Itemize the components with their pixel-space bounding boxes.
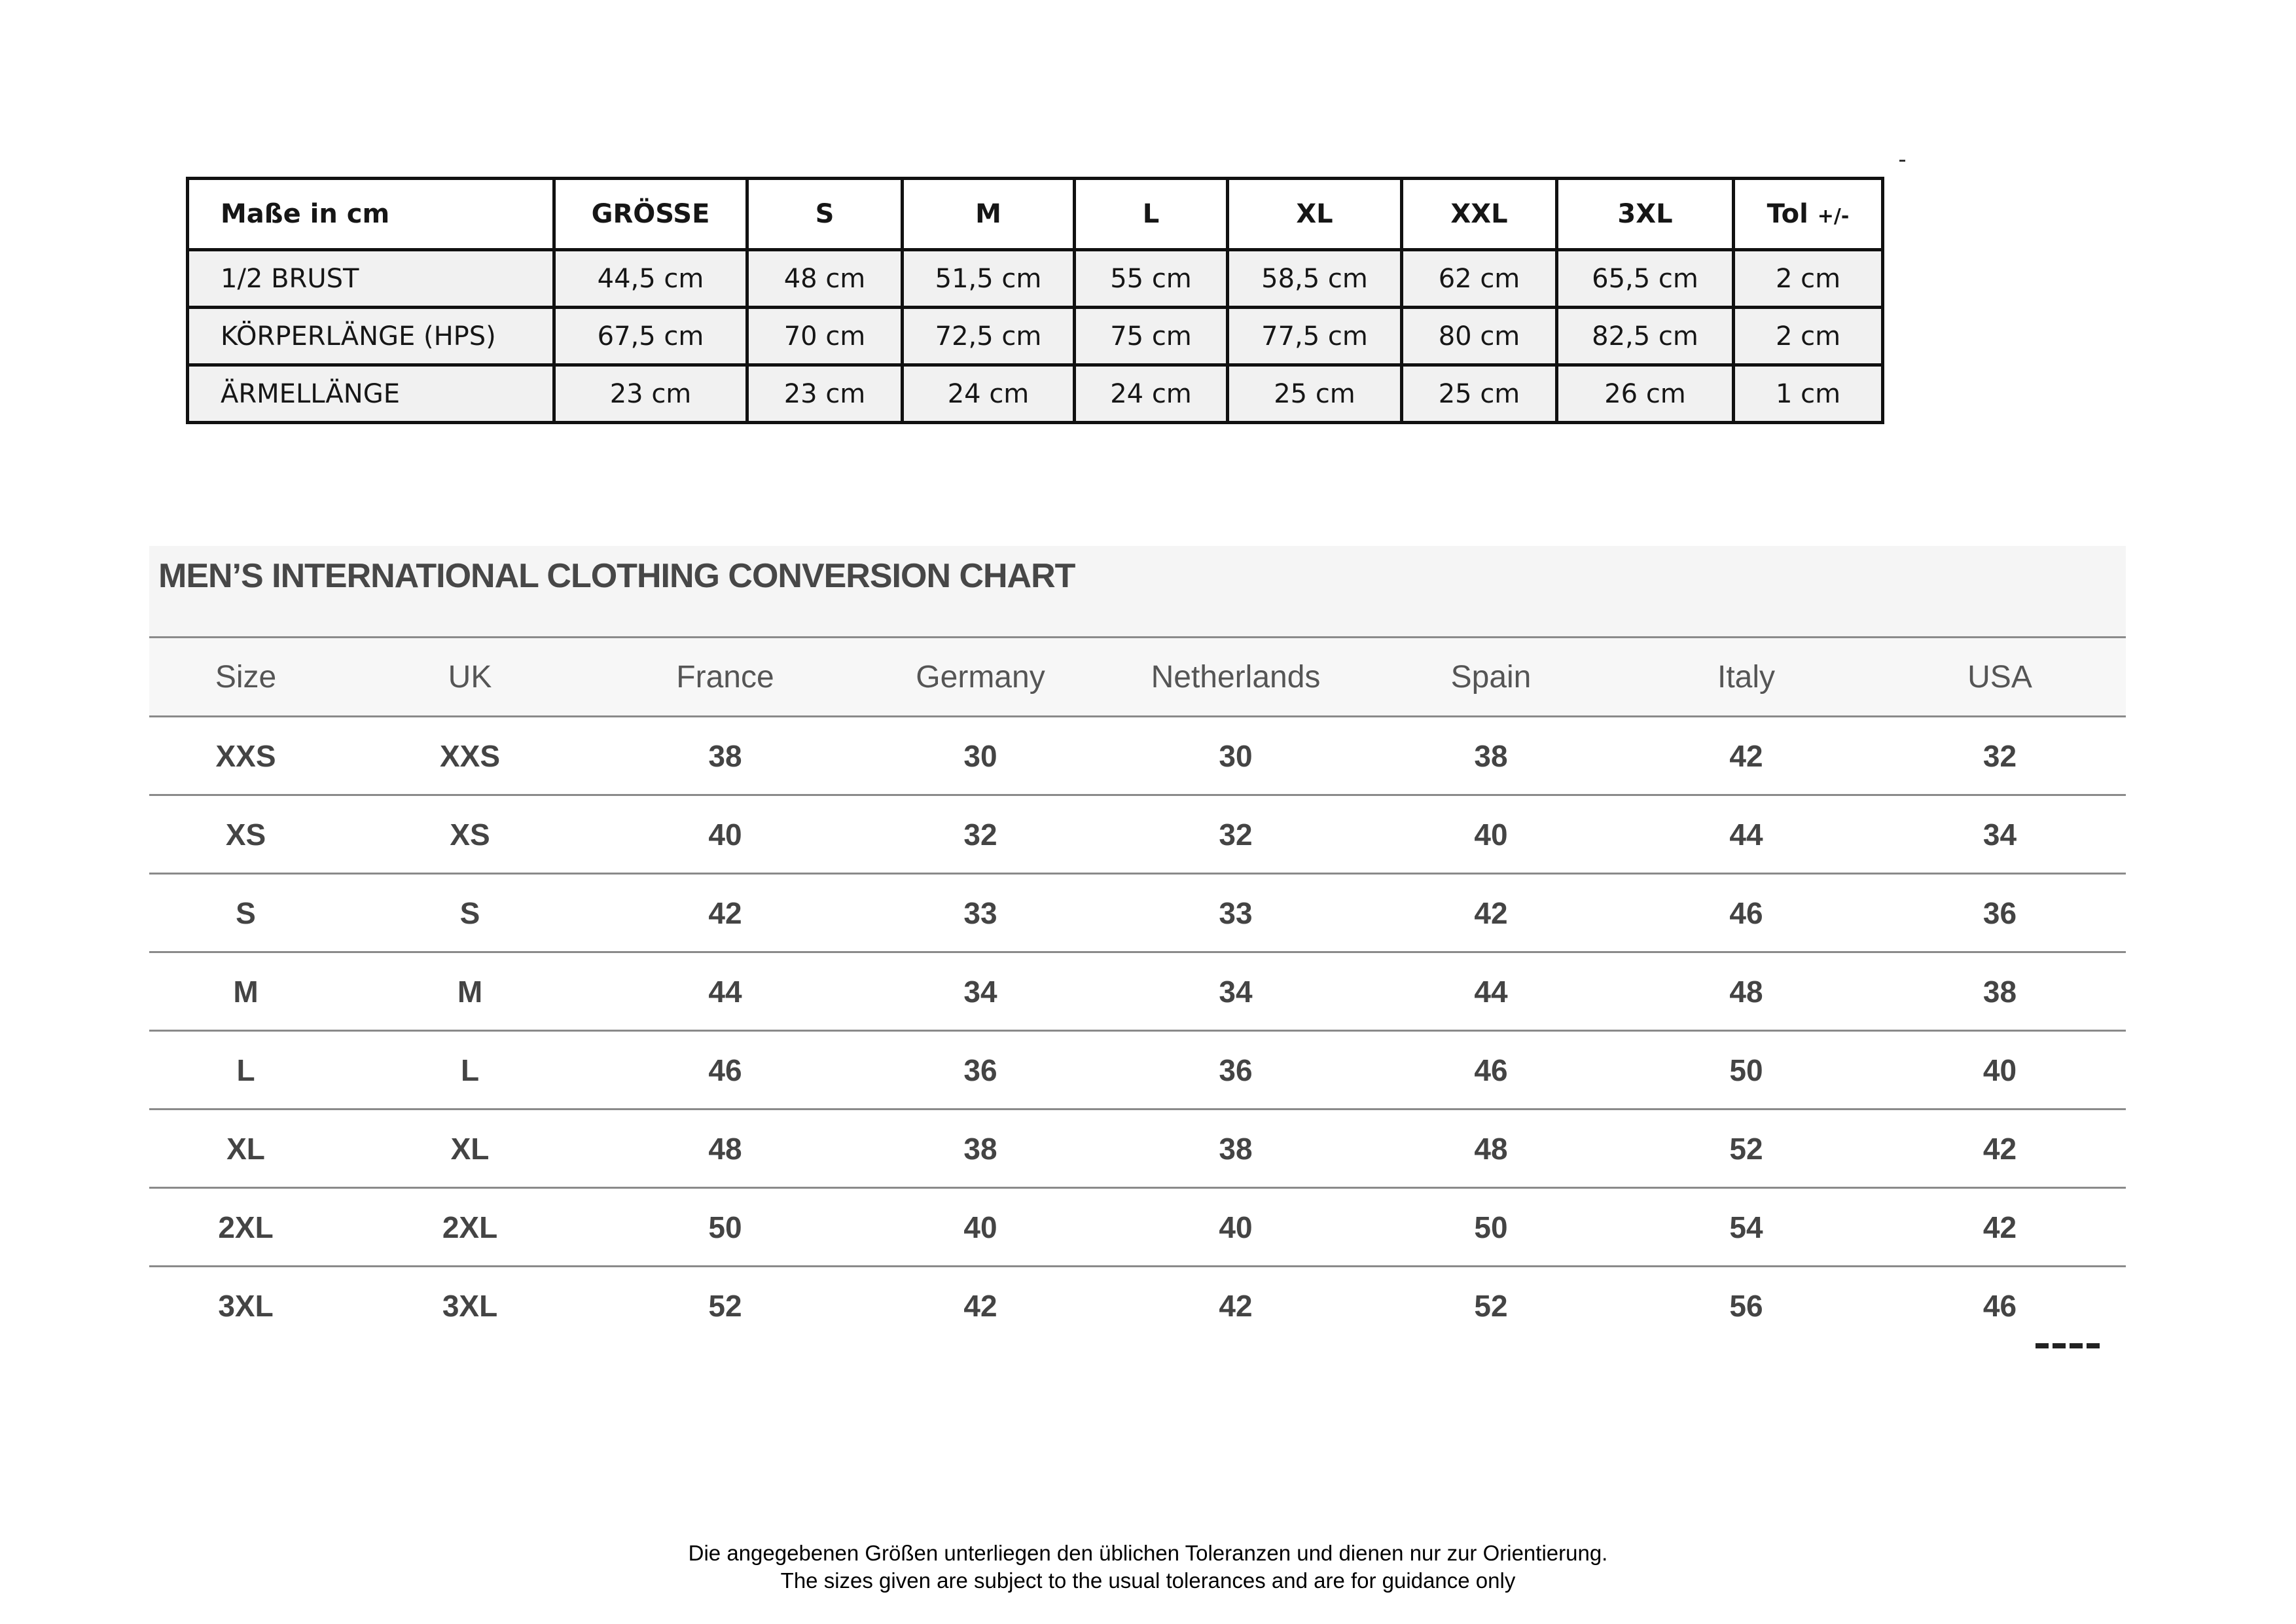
table-cell: 75 cm [1075, 308, 1228, 365]
table-row [149, 1267, 2126, 1344]
table-row [149, 874, 2126, 952]
table-cell: 50 [1363, 1188, 1619, 1267]
table-cell: 2 cm [1734, 250, 1883, 308]
table-cell: XS [342, 795, 598, 874]
table-cell: 2 cm [1734, 308, 1883, 365]
table-cell: 40 [853, 1188, 1108, 1267]
footer-line-german: Die angegebenen Größen unterliegen den üblichen Toleranzen und dienen nur zur Orientierung. [688, 1541, 1608, 1565]
table-cell: L [149, 1031, 342, 1110]
table-cell: 65,5 cm [1557, 250, 1734, 308]
table-cell: 52 [1474, 1288, 1508, 1323]
header-cell-m: M [903, 179, 1075, 250]
header-cell-measure-unit: Maße in cm [188, 179, 554, 250]
table-cell: 77,5 cm [1228, 308, 1402, 365]
table-cell: 42 [1619, 717, 1874, 795]
table-cell: 38 [1363, 717, 1619, 795]
header-cell-spain: Spain [1363, 638, 1619, 717]
table-cell: 70 cm [747, 308, 903, 365]
table-cell: 1 cm [1734, 365, 1883, 423]
table-cell: 34 [853, 952, 1108, 1031]
measurement-header-row [188, 179, 1883, 250]
table-cell: 46 [1363, 1031, 1619, 1110]
table-cell: 44 [1619, 795, 1874, 874]
table-cell: 54 [1619, 1188, 1874, 1267]
table-cell: XS [149, 795, 342, 874]
measurement-row-chest [188, 250, 1883, 308]
table-cell: XXS [342, 717, 598, 795]
table-cell: 32 [1108, 795, 1363, 874]
header-cell-germany: Germany [853, 638, 1108, 717]
table-cell: S [149, 874, 342, 952]
header-cell-size: GRÖSSE [554, 179, 747, 250]
table-cell: 40 [1108, 1188, 1363, 1267]
table-cell: 25 cm [1402, 365, 1557, 423]
table-cell: 3XL [442, 1288, 498, 1323]
table-cell: 24 cm [1075, 365, 1228, 423]
conversion-chart-title-band [149, 546, 2126, 636]
table-cell: 34 [1108, 952, 1363, 1031]
table-cell: 52 [708, 1288, 742, 1323]
table-cell: 38 [1108, 1110, 1363, 1188]
table-cell: 51,5 cm [903, 250, 1075, 308]
table-cell: M [342, 952, 598, 1031]
table-cell: 36 [1108, 1031, 1363, 1110]
conversion-table [149, 636, 2126, 1344]
row-label: KÖRPERLÄNGE (HPS) [188, 308, 554, 365]
table-row [149, 1031, 2126, 1110]
table-cell: 40 [598, 795, 853, 874]
table-cell: 23 cm [747, 365, 903, 423]
table-cell: 36 [853, 1031, 1108, 1110]
table-cell: 72,5 cm [903, 308, 1075, 365]
table-cell: 25 cm [1228, 365, 1402, 423]
table-cell: 50 [598, 1188, 853, 1267]
table-cell: 38 [853, 1110, 1108, 1188]
table-row [149, 795, 2126, 874]
table-cell: 46 [1982, 1288, 2017, 1323]
table-cell: 3XL [218, 1288, 274, 1323]
table-cell: 38 [1874, 952, 2126, 1031]
header-cell-l: L [1075, 179, 1228, 250]
table-cell: 46 [598, 1031, 853, 1110]
table-cell: 36 [1874, 874, 2126, 952]
table-cell: 26 cm [1557, 365, 1734, 423]
table-cell: XL [342, 1110, 598, 1188]
table-cell: L [342, 1031, 598, 1110]
header-cell-xl: XL [1228, 179, 1402, 250]
table-cell: 67,5 cm [554, 308, 747, 365]
table-cell: 2XL [342, 1188, 598, 1267]
table-row [149, 952, 2126, 1031]
table-cell: 40 [1874, 1031, 2126, 1110]
measurement-row-body-length [188, 308, 1883, 365]
table-cell: 62 cm [1402, 250, 1557, 308]
table-cell: 44,5 cm [554, 250, 747, 308]
stray-mark [1899, 160, 1905, 162]
table-cell: 80 cm [1402, 308, 1557, 365]
table-cell: 42 [963, 1288, 997, 1323]
table-cell: XXS [149, 717, 342, 795]
table-row [149, 1188, 2126, 1267]
table-cell: 48 [1363, 1110, 1619, 1188]
table-cell: 48 [1619, 952, 1874, 1031]
row-label: ÄRMELLÄNGE [188, 365, 554, 423]
table-cell: 42 [1874, 1110, 2126, 1188]
table-cell: 42 [1363, 874, 1619, 952]
table-cell: 82,5 cm [1557, 308, 1734, 365]
header-cell-3xl: 3XL [1557, 179, 1734, 250]
table-cell: 2XL [149, 1188, 342, 1267]
header-cell-italy: Italy [1619, 638, 1874, 717]
header-cell-s: S [747, 179, 903, 250]
table-cell: 56 [1729, 1288, 1763, 1323]
clipped-text-artifact [2036, 1335, 2108, 1351]
table-cell: 42 [1874, 1188, 2126, 1267]
header-cell-uk: UK [342, 638, 598, 717]
table-cell: 50 [1619, 1031, 1874, 1110]
table-cell: 24 cm [903, 365, 1075, 423]
conversion-chart-title: MEN’S INTERNATIONAL CLOTHING CONVERSION CHART [158, 557, 1075, 595]
table-cell: 40 [1363, 795, 1619, 874]
table-cell: S [342, 874, 598, 952]
header-cell-usa: USA [1874, 638, 2126, 717]
header-cell-size: Size [149, 638, 342, 717]
table-cell: 42 [1219, 1288, 1253, 1323]
table-cell: 48 [598, 1110, 853, 1188]
table-cell: 55 cm [1075, 250, 1228, 308]
table-cell: M [149, 952, 342, 1031]
table-row [149, 1110, 2126, 1188]
table-cell: 30 [1108, 717, 1363, 795]
table-cell: 42 [598, 874, 853, 952]
table-cell: 23 cm [554, 365, 747, 423]
footer-note [0, 1540, 2296, 1595]
table-cell: 44 [1363, 952, 1619, 1031]
table-cell: 44 [598, 952, 853, 1031]
header-cell-xxl: XXL [1402, 179, 1557, 250]
footer-line-english: The sizes given are subject to the usual tolerances and are for guidance only [780, 1568, 1516, 1593]
header-cell-netherlands: Netherlands [1108, 638, 1363, 717]
measurement-table [186, 177, 1884, 424]
table-cell: 30 [853, 717, 1108, 795]
table-cell: XL [149, 1110, 342, 1188]
measurement-row-sleeve-length [188, 365, 1883, 423]
table-cell: 33 [1108, 874, 1363, 952]
table-cell: 38 [598, 717, 853, 795]
header-cell-tolerance [1734, 179, 1883, 250]
table-cell: 46 [1619, 874, 1874, 952]
table-cell: 32 [1874, 717, 2126, 795]
table-cell: 32 [853, 795, 1108, 874]
table-cell: 33 [853, 874, 1108, 952]
tolerance-suffix: +/- [1817, 205, 1850, 228]
row-label: 1/2 BRUST [188, 250, 554, 308]
table-cell: 34 [1874, 795, 2126, 874]
table-row [149, 717, 2126, 795]
conversion-header-row [149, 638, 2126, 717]
table-cell: 52 [1619, 1110, 1874, 1188]
table-cell: 48 cm [747, 250, 903, 308]
header-cell-france: France [598, 638, 853, 717]
tolerance-label: Tol [1767, 199, 1808, 229]
table-cell: 58,5 cm [1228, 250, 1402, 308]
